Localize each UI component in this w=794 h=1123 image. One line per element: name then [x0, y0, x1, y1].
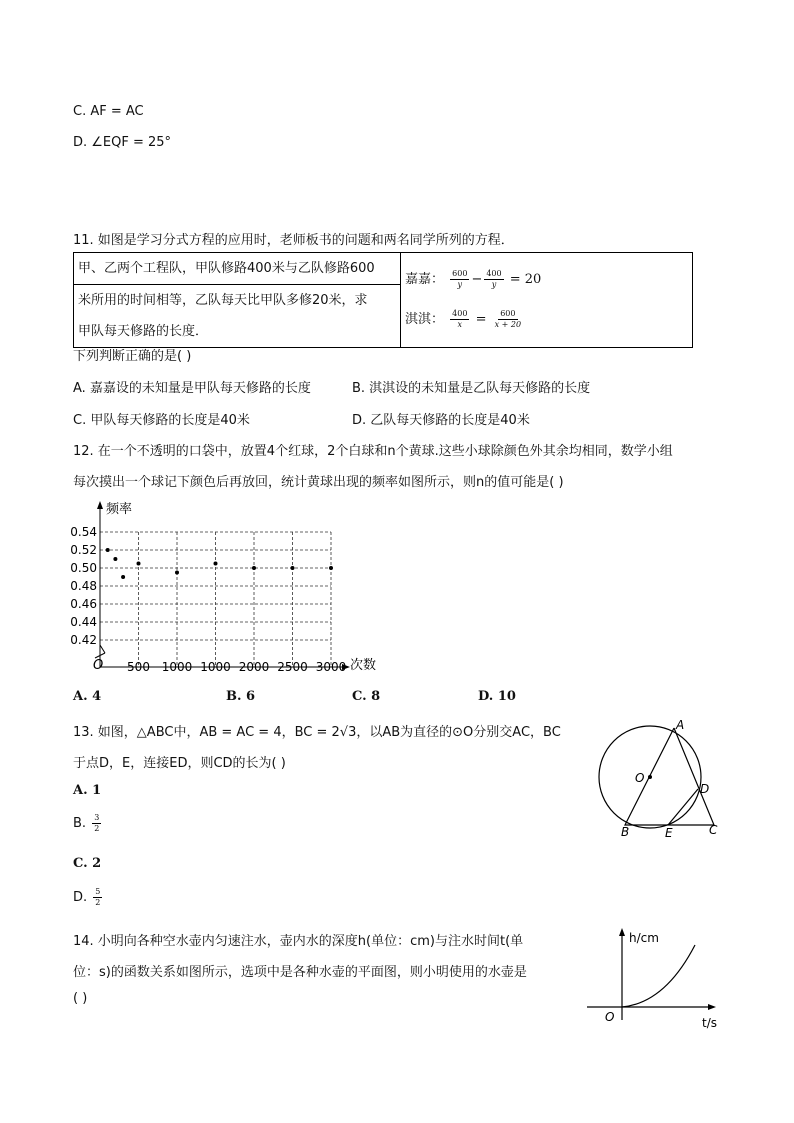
q11-qiqi-row — [405, 300, 688, 340]
axis-break-mark — [100, 645, 105, 653]
h-axis-arrow — [619, 928, 625, 936]
q11-jiajia-den2: y — [491, 280, 497, 289]
y-axis-arrow — [97, 501, 103, 509]
q11-stem: 11. 如图是学习分式方程的应用时，老师板书的问题和两名同学所列的方程． — [73, 233, 514, 248]
q12-line2: 每次摸出一个球记下颜色后再放回，统计黄球出现的频率如图所示，则n的值可能是( ) — [73, 475, 564, 490]
q11-problem-line2: 米所用的时间相等，乙队每天比甲队多修20米，求 — [78, 293, 368, 308]
q11-jiajia-frac1 — [450, 269, 469, 290]
label-b: B — [621, 825, 630, 839]
q13-option-d-den: 2 — [95, 898, 101, 907]
h-axis-label: h/cm — [629, 931, 659, 945]
h-t-curve — [622, 945, 695, 1007]
q11-qiqi-num1: 400 — [452, 309, 468, 318]
chart-y-tick-labels — [70, 525, 97, 647]
q12-option-d: D. 10 — [478, 689, 516, 704]
q11-problem-cell-2 — [74, 285, 401, 317]
q11-jiajia-minus: − — [471, 272, 483, 287]
y-tick-label: 0.46 — [70, 597, 97, 611]
q11-qiqi-frac1 — [450, 309, 469, 330]
q14-function-graph — [585, 925, 725, 1035]
y-tick-label: 0.52 — [70, 543, 97, 557]
q11-jiajia-num1: 600 — [452, 269, 468, 278]
data-point — [113, 557, 117, 561]
q10-option-d: D. ∠EQF = 25° — [73, 135, 172, 150]
q11-jiajia-frac2 — [484, 269, 503, 290]
x-tick-label: 3000 — [315, 660, 347, 674]
y-tick-label: 0.42 — [70, 633, 97, 647]
segment-ed — [668, 789, 698, 825]
y-tick-label: 0.50 — [70, 561, 97, 575]
q11-jiajia-num2: 400 — [486, 269, 502, 278]
q11-option-c: C. 甲队每天修路的长度是40米 — [73, 413, 250, 428]
q13-option-b — [73, 813, 103, 834]
q11-problem-line1: 甲、乙两个工程队，甲队修路400米与乙队修路600 — [78, 261, 375, 276]
q11-jiajia-label: 嘉嘉： — [405, 272, 445, 287]
data-point — [291, 566, 295, 570]
data-point — [252, 566, 256, 570]
q11-problem-line3: 甲队每天修路的长度． — [78, 324, 209, 339]
q11-option-d: D. 乙队每天修路的长度是40米 — [352, 413, 530, 428]
q13-option-b-den: 2 — [94, 824, 100, 833]
q14-line2: 位：s)的函数关系如图所示，选项中是各种水壶的平面图，则小明使用的水壶是 — [73, 965, 527, 980]
q11-qiqi-label: 淇淇： — [405, 312, 445, 327]
q13-geometry-figure — [592, 715, 727, 840]
q11-jiajia-den1: y — [457, 280, 463, 289]
q13-option-d-frac — [93, 887, 102, 908]
q10-option-c: C. AF = AC — [73, 104, 144, 119]
data-point — [329, 566, 333, 570]
q13-option-b-prefix: B. — [73, 816, 87, 831]
q11-table — [73, 252, 693, 348]
chart-xlabel: 次数 — [350, 658, 377, 673]
q11-qiqi-eq: = — [475, 312, 487, 327]
chart-axes — [95, 501, 350, 670]
q13-option-b-frac — [92, 813, 101, 834]
q11-problem-cell — [74, 253, 401, 285]
q13-line1: 13. 如图，△ABC中，AB = AC = 4，BC = 2√3，以AB为直径的⊙O分别交AC，BC — [73, 725, 561, 740]
q13-option-a: A. 1 — [73, 783, 102, 798]
t-axis-label: t/s — [702, 1016, 717, 1030]
data-point — [137, 562, 141, 566]
chart-ylabel: 频率 — [106, 502, 133, 517]
chart-points — [106, 548, 333, 579]
x-tick-label: 1000 — [200, 660, 231, 674]
q13-line2: 于点D，E，连接ED，则CD的长为( ) — [73, 756, 286, 771]
q12-frequency-chart — [60, 495, 390, 680]
q11-qiqi-den2: x + 20 — [494, 320, 522, 329]
q13-option-d-num: 5 — [95, 887, 101, 896]
q12-line1: 12. 在一个不透明的口袋中，放置4个红球，2个白球和n个黄球.这些小球除颜色外其余均相同，数学小组 — [73, 444, 673, 459]
q11-option-a: A. 嘉嘉设的未知量是甲队每天修路的长度 — [73, 381, 311, 396]
q11-qiqi-num2: 600 — [500, 309, 516, 318]
label-c: C — [709, 823, 718, 837]
q11-option-b: B. 淇淇设的未知量是乙队每天修路的长度 — [352, 381, 591, 396]
x-tick-label: 2500 — [277, 660, 308, 674]
x-tick-label: 1000 — [161, 660, 193, 674]
origin-label: O — [605, 1010, 615, 1024]
q13-option-b-num: 3 — [94, 813, 100, 822]
q13-option-c: C. 2 — [73, 856, 102, 871]
label-a: A — [676, 718, 685, 732]
y-tick-label: 0.54 — [70, 525, 97, 539]
q14-line3: ( ) — [73, 991, 88, 1006]
data-point — [175, 571, 179, 575]
t-axis-arrow — [708, 1004, 716, 1010]
x-tick-label: 2000 — [238, 660, 270, 674]
q13-option-d — [73, 887, 104, 908]
x-tick-label: 500 — [127, 660, 150, 674]
chart-origin-label: O — [93, 658, 104, 673]
y-tick-label: 0.48 — [70, 579, 97, 593]
q11-jiajia-rhs: = 20 — [509, 272, 542, 287]
q13-option-d-prefix: D. — [73, 890, 88, 905]
q11-problem-cell-3 — [74, 316, 401, 348]
q14-line1: 14. 小明向各种空水壶内匀速注水，壶内水的深度h(单位：cm)与注水时间t(单 — [73, 934, 524, 949]
data-point — [106, 548, 110, 552]
q11-jiajia-row — [405, 260, 688, 300]
chart-grid — [100, 532, 331, 667]
label-o: O — [635, 771, 645, 785]
q11-equations-cell — [401, 253, 693, 348]
q12-option-b: B. 6 — [226, 689, 256, 704]
q12-option-a: A. 4 — [73, 689, 102, 704]
q11-qiqi-den1: x — [457, 320, 463, 329]
data-point — [214, 562, 218, 566]
y-tick-label: 0.44 — [70, 615, 97, 629]
data-point — [121, 575, 125, 579]
q11-qiqi-frac2 — [493, 309, 523, 330]
center-point-o — [648, 775, 652, 779]
label-e: E — [665, 826, 673, 840]
label-d: D — [700, 782, 710, 796]
q12-option-c: C. 8 — [352, 689, 381, 704]
q11-prompt: 下列判断正确的是( ) — [73, 349, 192, 364]
